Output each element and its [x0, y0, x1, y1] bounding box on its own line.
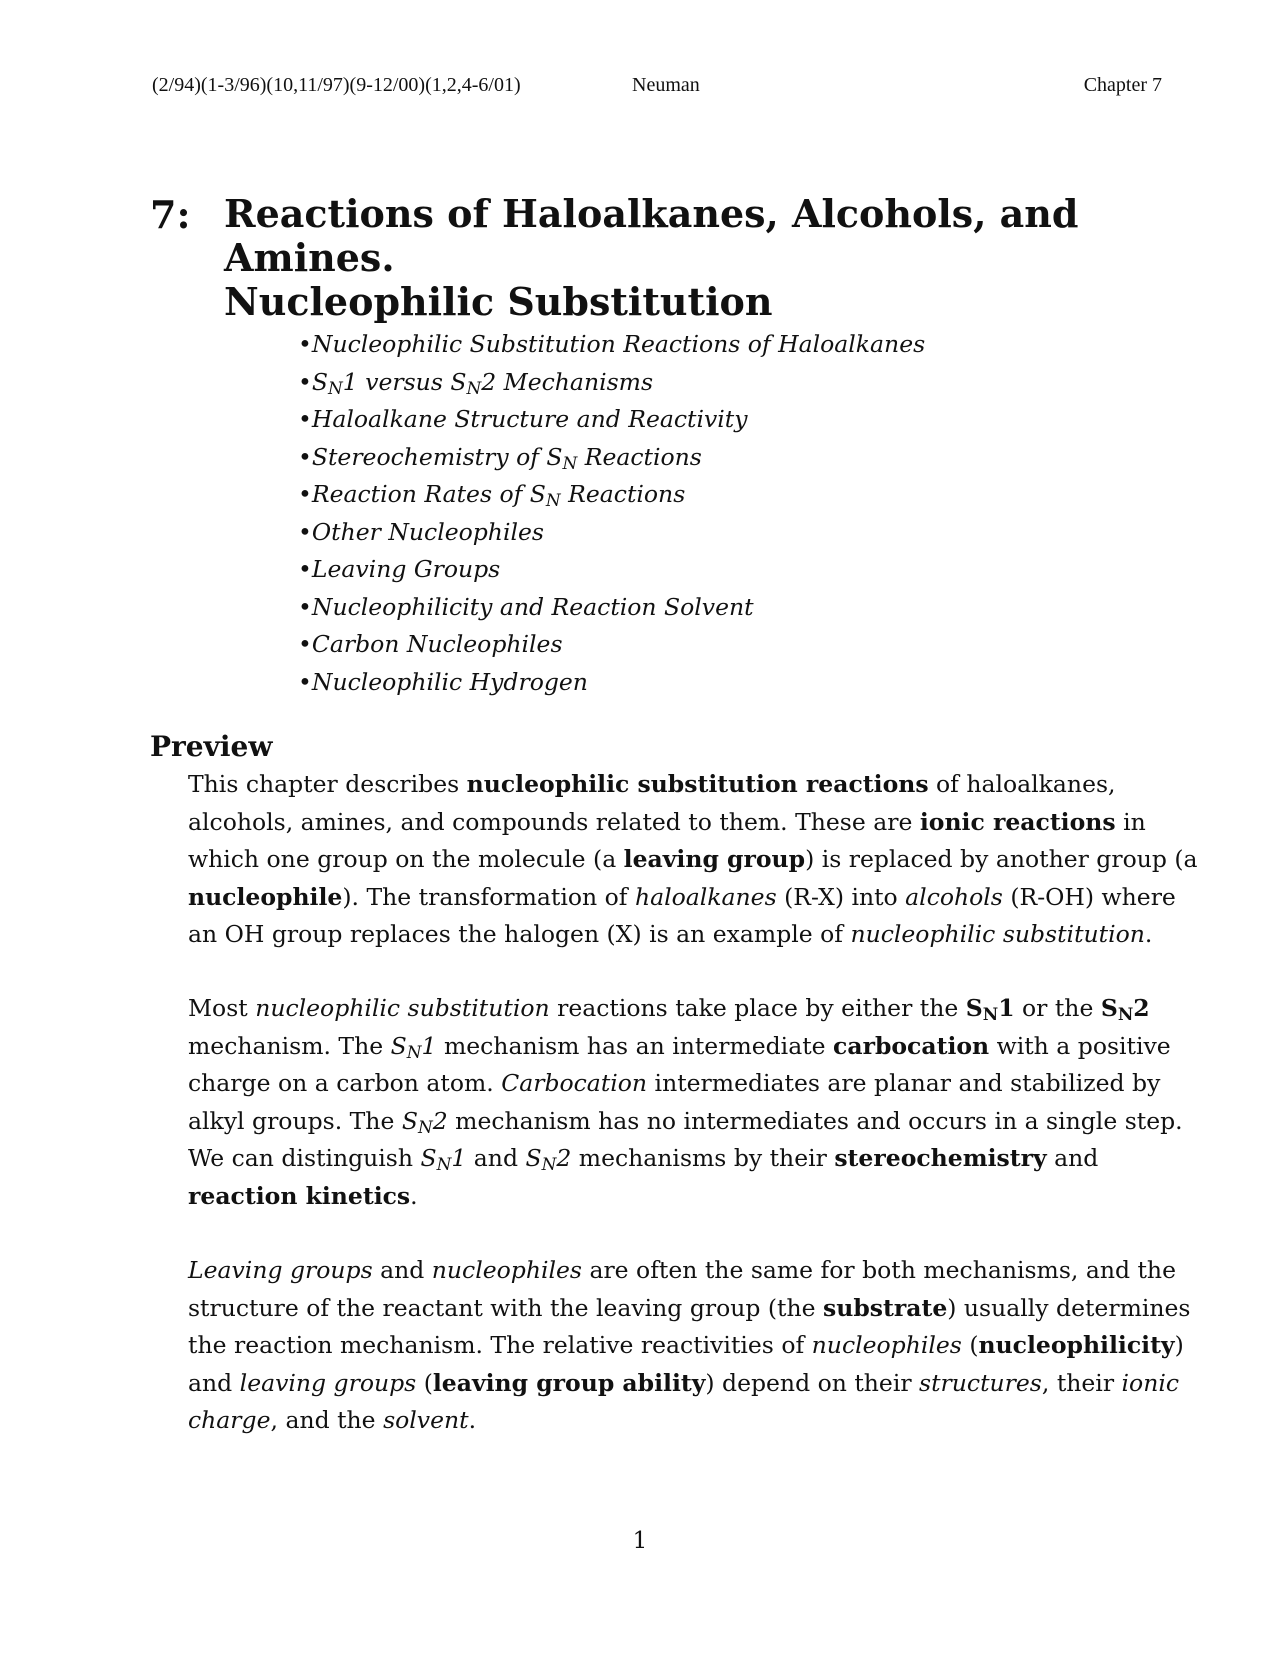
bold-term: substrate [823, 1293, 948, 1322]
topic-text: S [311, 367, 328, 396]
subscript: N [545, 490, 561, 511]
bullet-icon: • [298, 330, 312, 358]
header-chapter: Chapter 7 [1083, 74, 1162, 96]
bold-term: nucleophilic substitution reactions [466, 770, 929, 798]
topic-text: Reactions [560, 480, 686, 508]
bold-term: leaving group [623, 845, 806, 873]
header-revision-dates: (2/94)(1-3/96)(10,11/97)(9-12/00)(1,2,4-6/01) [152, 74, 521, 96]
topic-item [298, 626, 925, 664]
topic-item [298, 589, 925, 627]
bold-term: ionic reactions [919, 807, 1116, 836]
chapter-title [224, 192, 1204, 324]
topic-item [298, 664, 925, 702]
topic-item [298, 326, 925, 364]
paragraph: Most nucleophilic substitution reactions take place by either the $S_N1$ or the $S_N2$ mechanism. The $S_N1$ mechanism has an intermediate carbocation with a positive charge on a carbon atom. Carbocation intermediates are planar and stabilized by alkyl groups. The $S_N2$ mechanism has no intermediates and occurs in a single step. We can distinguish $S_N1$ and $S_N2$ mechanisms by their stereochemistry and reaction kinetics. [188, 994, 1183, 1210]
topic-list [298, 326, 925, 701]
bold-term: carbocation [833, 1031, 990, 1060]
bullet-icon: • [298, 630, 312, 658]
bullet-icon: • [298, 667, 312, 696]
topic-text: 1 versus S [342, 367, 467, 396]
topic-item [298, 514, 925, 552]
section-heading-preview: Preview [150, 730, 273, 763]
paragraph: Leaving groups and nucleophiles are often the same for both mechanisms, and the structure of the reactant with the leaving group (the substrate) usually determines the reaction mechanism. The relative reactivities of nucleophiles (nucleophilicity) and leaving groups (leaving group ability) depend on their structures, their ionic charge, and the solvent. [188, 1256, 1191, 1434]
bold-term: reaction kinetics [188, 1181, 411, 1210]
chapter-number: 7: [150, 192, 191, 237]
subscript: N [327, 377, 343, 398]
topic-text: Reaction Rates of S [311, 480, 546, 508]
topic-text: Reactions [577, 442, 702, 471]
bullet-icon: • [298, 517, 312, 546]
chapter-title-line1: Reactions of Haloalkanes, Alcohols, and Amines. [224, 191, 1079, 280]
topic-text: 2 Mechanisms [481, 367, 654, 396]
paragraph: This chapter describes nucleophilic substitution reactions of haloalkanes, alcohols, amines, and compounds related to them. These are ionic reactions in which one group on the molecule (a leaving group) is replaced by another group (a nucleophile). The transformation of haloalkanes (R-X) into alcohols (R-OH) where an OH group replaces the halogen (X) is an example of nucleophilic substitution. [188, 770, 1198, 948]
bullet-icon: • [298, 367, 312, 396]
topic-item [298, 476, 925, 514]
chapter-title-line2: Nucleophilic Substitution [224, 279, 773, 324]
topic-item [298, 551, 925, 589]
bullet-icon: • [298, 405, 312, 433]
bold-term: $S_N2$ [1100, 994, 1150, 1025]
bold-term: nucleophile [188, 882, 343, 911]
bold-term: nucleophilicity [978, 1331, 1175, 1359]
topic-text: Nucleophilicity and Reaction Solvent [311, 592, 754, 621]
subscript: N [562, 452, 578, 473]
topic-text: Carbon Nucleophiles [311, 630, 563, 658]
bullet-icon: • [298, 442, 312, 471]
bullet-icon: • [298, 480, 312, 508]
header-author: Neuman [632, 74, 700, 96]
topic-item [298, 439, 925, 477]
page-number: 1 [632, 1528, 648, 1554]
topic-text: Leaving Groups [311, 555, 501, 583]
bold-term: leaving group ability [432, 1368, 706, 1397]
bullet-icon: • [298, 592, 312, 621]
bold-term: $S_N1$ [965, 994, 1015, 1025]
topic-text: Nucleophilic Substitution Reactions of Haloalkanes [311, 330, 926, 358]
topic-text: Haloalkane Structure and Reactivity [311, 405, 748, 433]
topic-text: Nucleophilic Hydrogen [311, 667, 588, 696]
topic-text: Stereochemistry of S [311, 442, 563, 471]
topic-item [298, 401, 925, 439]
bold-term: stereochemistry [834, 1144, 1047, 1172]
topic-item [298, 364, 925, 402]
subscript: N [466, 377, 482, 398]
topic-text: Other Nucleophiles [311, 517, 544, 546]
bullet-icon: • [298, 555, 312, 583]
